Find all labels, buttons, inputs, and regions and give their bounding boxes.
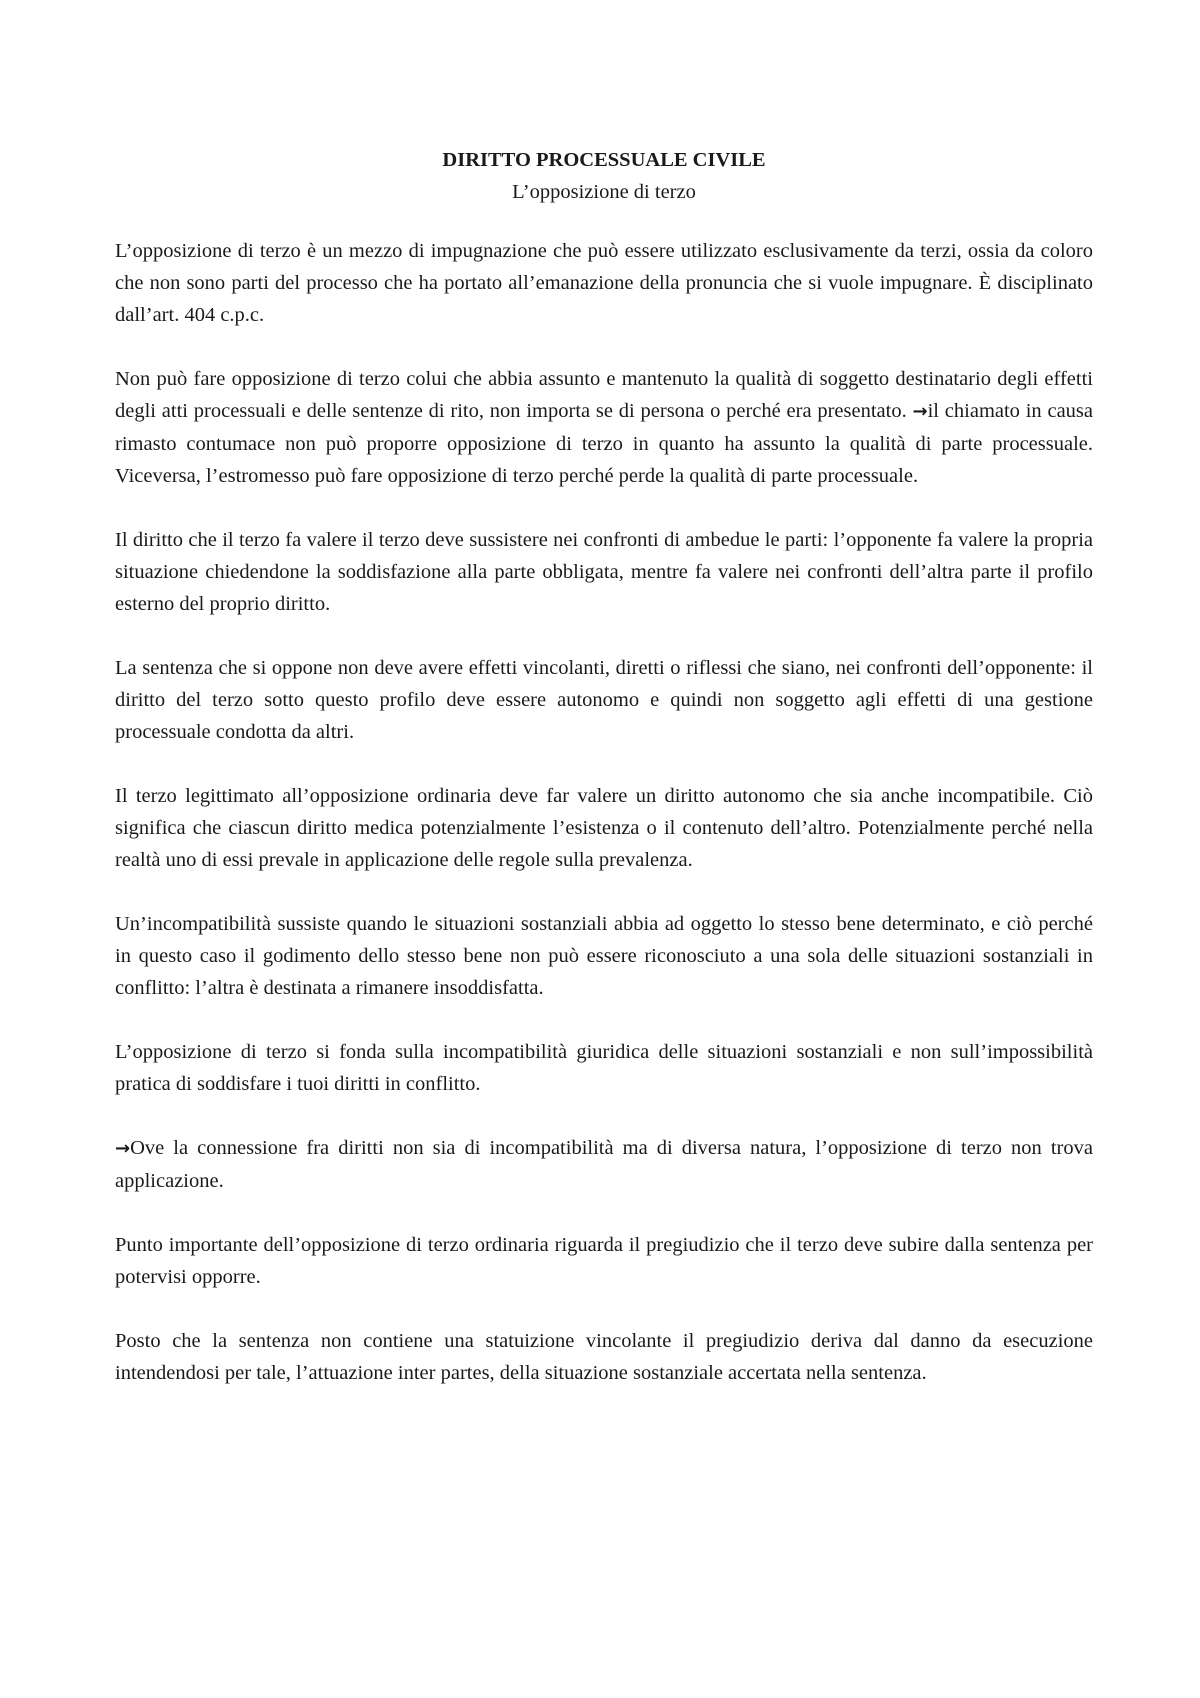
arrow-right-icon: → <box>115 1138 131 1159</box>
paragraph-2-text-before: Non può fare opposizione di terzo colui che abbia assunto e mantenuto la qualità di soggetto destinatario degli effetti degli atti processuali e delle sentenze di rito, non importa se di persona o perché era presentato. <box>115 368 1093 422</box>
paragraph-3: Il diritto che il terzo fa valere il terzo deve sussistere nei confronti di ambedue le parti: l’opponente fa valere la propria situazione chiedendone la soddisfazione alla parte obbligata, mentre fa valere nei confronti dell’altra parte il profilo esterno del proprio diritto. <box>115 529 1093 615</box>
paragraph-6: Un’incompatibilità sussiste quando le situazioni sostanziali abbia ad oggetto lo stesso bene determinato, e ciò perché in questo caso il godimento dello stesso bene non può essere riconosciuto a una sola delle situazioni sostanziali in conflitto: l’altra è destinata a rimanere insoddisfatta. <box>115 913 1093 999</box>
paragraph-4: La sentenza che si oppone non deve avere effetti vincolanti, diretti o riflessi che siano, nei confronti dell’opponente: il diritto del terzo sotto questo profilo deve essere autonomo e quindi non soggetto agli effetti di una gestione processuale condotta da altri. <box>115 657 1093 743</box>
document-content <box>115 144 1093 1421</box>
paragraph-5: Il terzo legittimato all’opposizione ordinaria deve far valere un diritto autonomo che sia anche incompatibile. Ciò significa che ciascun diritto medica potenzialmente l’esistenza o il contenuto dell’altro. Potenzialmente perché nella realtà uno di essi prevale in applicazione delle regole sulla prevalenza. <box>115 785 1093 871</box>
paragraph-1: L’opposizione di terzo è un mezzo di impugnazione che può essere utilizzato esclusivamente da terzi, ossia da coloro che non sono parti del processo che ha portato all’emanazione della pronuncia che si vuole impugnare. È disciplinato dall’art. 404 c.p.c. <box>115 240 1093 326</box>
paragraph-10: Posto che la sentenza non contiene una statuizione vincolante il pregiudizio deriva dal danno da esecuzione intendendosi per tale, l’attuazione inter partes, della situazione sostanziale accertata nella sentenza. <box>115 1330 1093 1384</box>
paragraph-8-text: Ove la connessione fra diritti non sia di incompatibilità ma di diversa natura, l’opposizione di terzo non trova applicazione. <box>115 1137 1093 1192</box>
arrow-right-icon: → <box>912 401 928 422</box>
paragraph-2-text-after: il chiamato in causa rimasto contumace non può proporre opposizione di terzo in quanto ha assunto la qualità di parte processuale. Viceversa, l’estromesso può fare opposizione di terzo perché perde la qualità di parte processuale. <box>115 400 1093 487</box>
paragraph-9: Punto importante dell’opposizione di terzo ordinaria riguarda il pregiudizio che il terzo deve subire dalla sentenza per potervisi opporre. <box>115 1234 1093 1288</box>
document-subtitle: L’opposizione di terzo <box>512 181 696 203</box>
paragraph-7: L’opposizione di terzo si fonda sulla incompatibilità giuridica delle situazioni sostanziali e non sull’impossibilità pratica di soddisfare i tuoi diritti in conflitto. <box>115 1041 1093 1095</box>
paragraph-8 <box>115 1132 1093 1197</box>
paragraph-2 <box>115 363 1093 492</box>
document-title: DIRITTO PROCESSUALE CIVILE <box>442 149 766 171</box>
